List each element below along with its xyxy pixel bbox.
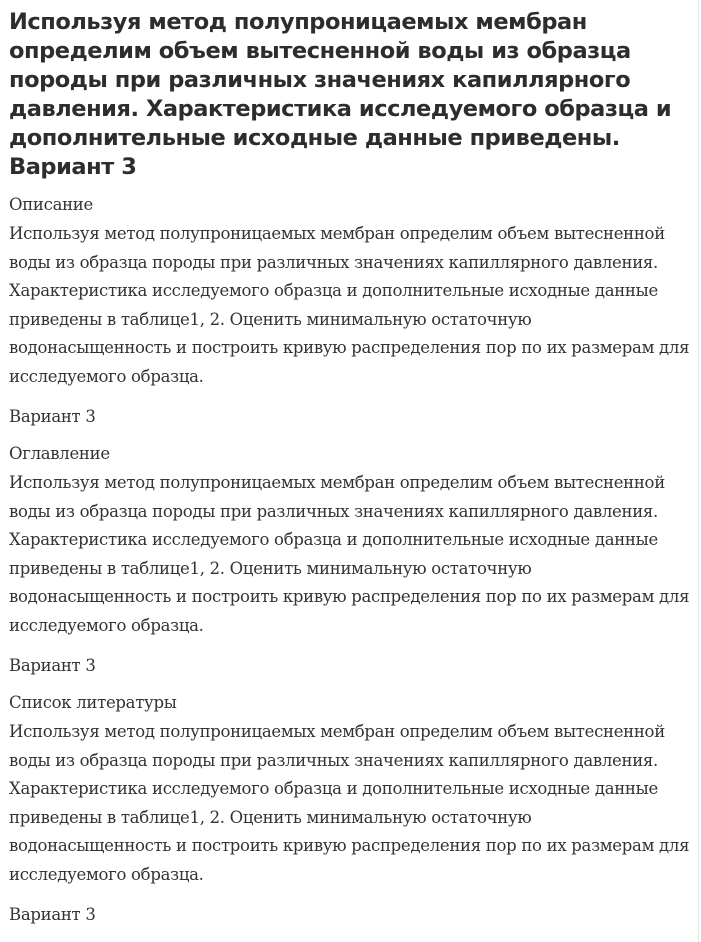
section-heading-contents: Оглавление (9, 444, 110, 463)
variant-label-references: Вариант 3 (9, 905, 96, 924)
section-heading-description: Описание (9, 195, 93, 214)
section-text-contents: Используя метод полупроницаемых мембран определим объем вытесненной воды из образца породы при различных значениях капиллярного давления. Характеристика исследуемого образца и дополнительные исходные данные приведены в таблице1, 2. Оценить минимальную остаточную водонасыщенность и построить кривую распределения пор по их размерам для исследуемого образца. (9, 473, 690, 635)
contents-section (9, 443, 690, 677)
description-section (9, 194, 690, 428)
variant-label-contents: Вариант 3 (9, 656, 96, 675)
section-text-references: Используя метод полупроницаемых мембран определим объем вытесненной воды из образца породы при различных значениях капиллярного давления. Характеристика исследуемого образца и дополнительные исходные данные приведены в таблице1, 2. Оценить минимальную остаточную водонасыщенность и построить кривую распределения пор по их размерам для исследуемого образца. (9, 722, 690, 884)
section-text-description: Используя метод полупроницаемых мембран определим объем вытесненной воды из образца породы при различных значениях капиллярного давления. Характеристика исследуемого образца и дополнительные исходные данные приведены в таблице1, 2. Оценить минимальную остаточную водонасыщенность и построить кривую распределения пор по их размерам для исследуемого образца. (9, 224, 690, 386)
variant-label-description: Вариант 3 (9, 407, 96, 426)
page-title: Используя метод полупроницаемых мембран определим объем вытесненной воды из образца породы при различных значениях капиллярного давления. Характеристика исследуемого образца и дополнительные исходные данные приведены. Вариант 3 (9, 9, 672, 180)
section-heading-references: Список литературы (9, 693, 177, 712)
references-section (9, 692, 690, 926)
